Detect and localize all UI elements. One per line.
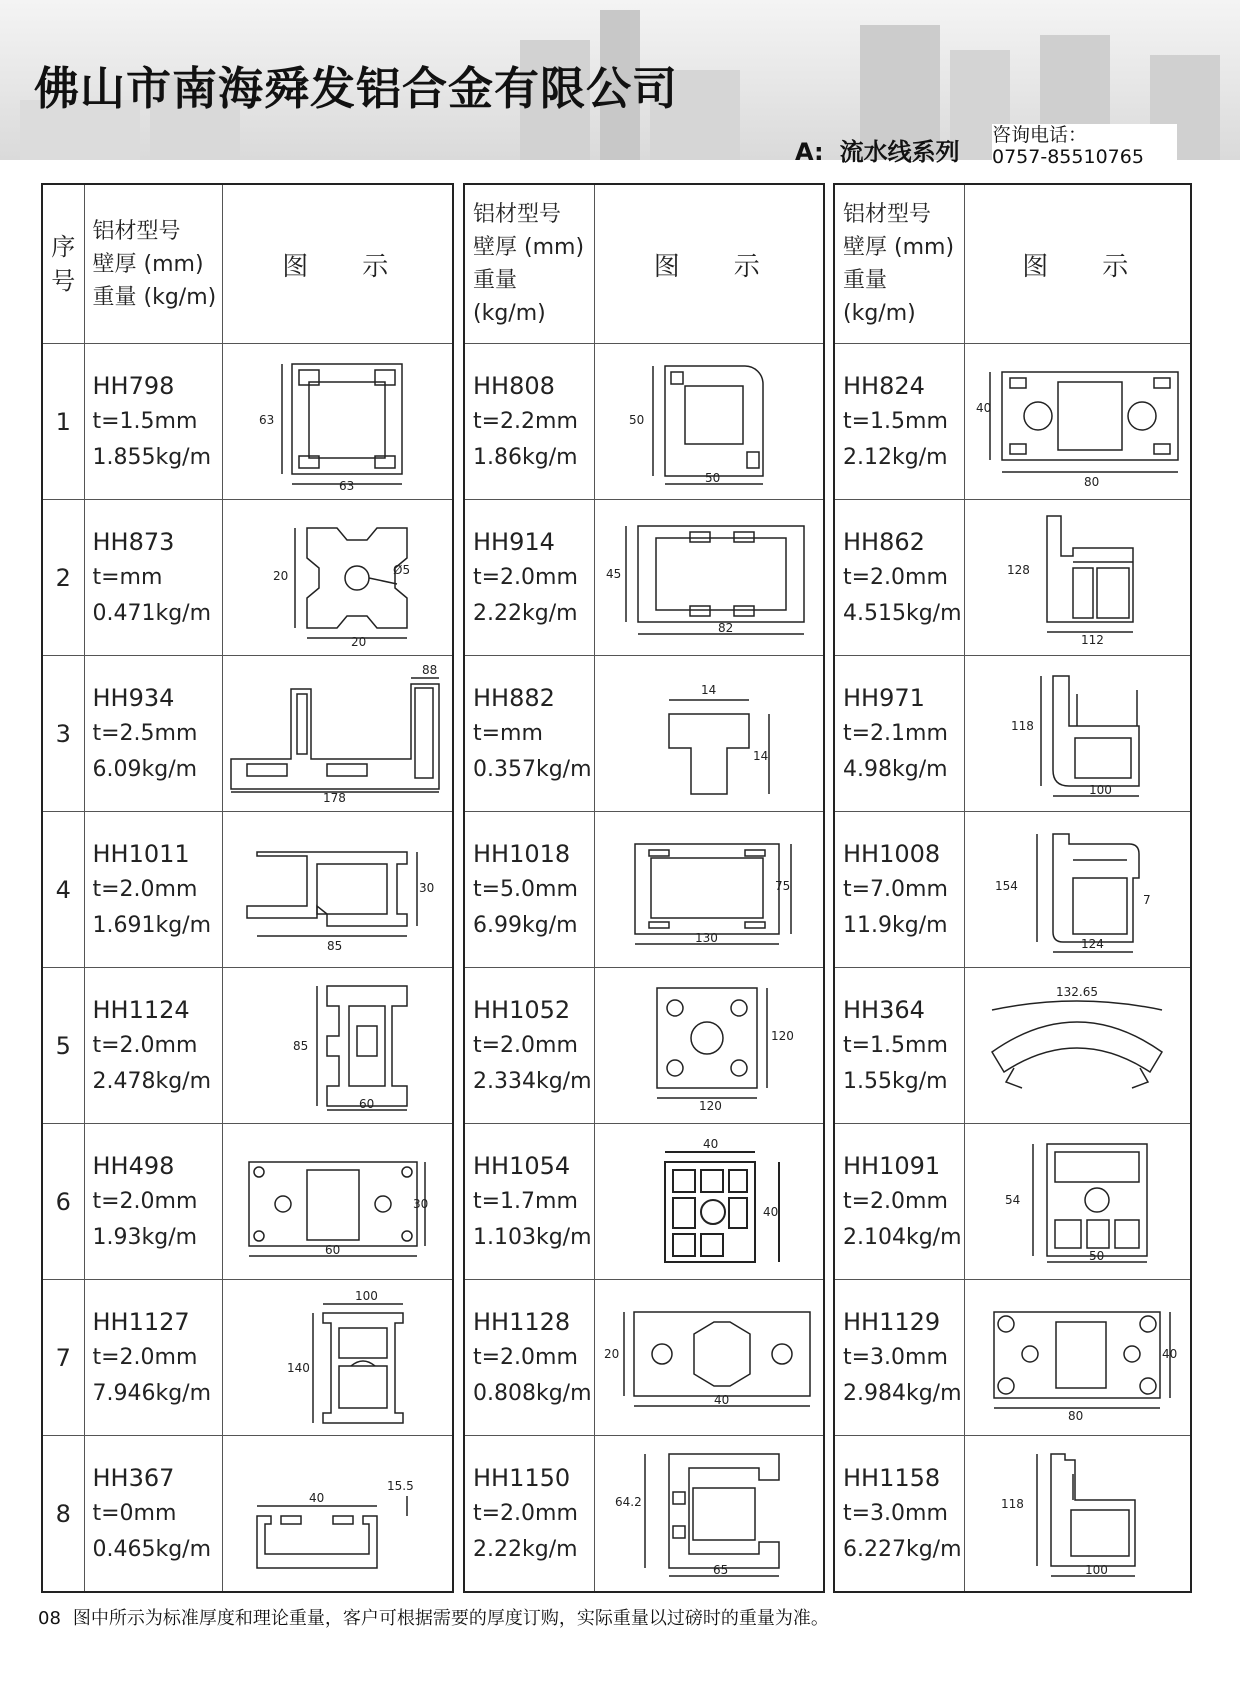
company-name: 佛山市南海舜发铝合金有限公司	[34, 62, 679, 115]
svg-text:178: 178	[323, 790, 347, 804]
info-header: 铝材型号 壁厚 (mm) 重量 (kg/m)	[834, 184, 964, 344]
svg-text:118: 118	[1001, 1496, 1025, 1511]
profile-drawing	[964, 656, 1191, 812]
svg-text:128: 128	[1007, 562, 1031, 577]
row-index: 6	[42, 1124, 84, 1280]
svg-text:120: 120	[698, 1098, 722, 1113]
profile-info: HH1124 t=2.0mm 2.478kg/m	[84, 968, 222, 1124]
profile-table-3	[833, 183, 1192, 1593]
svg-text:85: 85	[293, 1038, 309, 1053]
profile-info: HH1054 t=1.7mm 1.103kg/m	[464, 1124, 594, 1280]
profile-info: HH1052 t=2.0mm 2.334kg/m	[464, 968, 594, 1124]
profile-info: HH873 t=mm 0.471kg/m	[84, 500, 222, 656]
profile-drawing	[594, 1436, 824, 1593]
svg-text:40: 40	[309, 1490, 325, 1505]
svg-text:120: 120	[770, 1028, 794, 1043]
profile-drawing	[964, 344, 1191, 500]
svg-text:80: 80	[1084, 474, 1100, 489]
svg-text:40: 40	[762, 1204, 779, 1219]
series-name: 流水线系列	[839, 138, 960, 166]
svg-text:112: 112	[1081, 632, 1105, 647]
svg-text:63: 63	[339, 478, 355, 492]
profile-drawing	[594, 812, 824, 968]
svg-text:54: 54	[1005, 1192, 1021, 1207]
phone-label: 咨询电话：	[992, 124, 1088, 146]
svg-text:85: 85	[327, 938, 343, 953]
svg-text:154: 154	[995, 878, 1019, 893]
svg-text:20: 20	[351, 634, 367, 648]
profile-info: HH808 t=2.2mm 1.86kg/m	[464, 344, 594, 500]
profile-info: HH1129 t=3.0mm 2.984kg/m	[834, 1280, 964, 1436]
profile-info: HH1011 t=2.0mm 1.691kg/m	[84, 812, 222, 968]
svg-text:140: 140	[287, 1360, 311, 1375]
svg-text:30: 30	[419, 880, 435, 895]
profile-table-2	[463, 183, 825, 1593]
phone-box	[992, 124, 1177, 168]
profile-info: HH498 t=2.0mm 1.93kg/m	[84, 1124, 222, 1280]
profile-info: HH1128 t=2.0mm 0.808kg/m	[464, 1280, 594, 1436]
profile-drawing	[222, 1280, 453, 1436]
profile-info: HH824 t=1.5mm 2.12kg/m	[834, 344, 964, 500]
svg-text:40: 40	[1162, 1346, 1178, 1361]
profile-drawing	[222, 812, 453, 968]
svg-text:45: 45	[605, 566, 622, 581]
profile-drawing	[222, 1124, 453, 1280]
svg-text:63: 63	[259, 412, 275, 427]
profile-info: HH1091 t=2.0mm 2.104kg/m	[834, 1124, 964, 1280]
profile-info: HH971 t=2.1mm 4.98kg/m	[834, 656, 964, 812]
svg-text:130: 130	[694, 930, 718, 945]
row-index: 3	[42, 656, 84, 812]
series-letter: A:	[795, 138, 824, 166]
figure-header: 图示	[222, 184, 453, 344]
svg-text:Ø5: Ø5	[393, 562, 411, 577]
svg-text:75: 75	[774, 878, 791, 893]
profile-info: HH1018 t=5.0mm 6.99kg/m	[464, 812, 594, 968]
profile-info: HH364 t=1.5mm 1.55kg/m	[834, 968, 964, 1124]
figure-header: 图示	[594, 184, 824, 344]
row-index: 2	[42, 500, 84, 656]
svg-text:20: 20	[273, 568, 289, 583]
row-index: 8	[42, 1436, 84, 1593]
svg-text:80: 80	[1068, 1408, 1084, 1423]
svg-text:60: 60	[325, 1242, 341, 1257]
profile-info: HH367 t=0mm 0.465kg/m	[84, 1436, 222, 1593]
svg-text:30: 30	[413, 1196, 429, 1211]
profile-drawing	[964, 812, 1191, 968]
profile-info: HH1127 t=2.0mm 7.946kg/m	[84, 1280, 222, 1436]
svg-text:88: 88	[422, 663, 438, 677]
svg-text:82: 82	[717, 620, 734, 635]
svg-text:14: 14	[752, 748, 769, 763]
row-index: 1	[42, 344, 84, 500]
info-header: 铝材型号 壁厚 (mm) 重量 (kg/m)	[84, 184, 222, 344]
svg-text:100: 100	[1085, 1562, 1109, 1577]
svg-text:40: 40	[702, 1136, 719, 1151]
svg-text:100: 100	[1089, 782, 1113, 797]
profile-drawing	[594, 1280, 824, 1436]
footer-text: 图中所示为标准厚度和理论重量，客户可根据需要的厚度订购，实际重量以过磅时的重量为准。	[72, 1608, 829, 1629]
svg-text:15.5: 15.5	[387, 1478, 414, 1493]
svg-text:65: 65	[712, 1562, 729, 1577]
profile-info: HH1150 t=2.0mm 2.22kg/m	[464, 1436, 594, 1593]
profile-drawing	[964, 1124, 1191, 1280]
page-number: 08	[38, 1608, 61, 1629]
profile-drawing	[964, 500, 1191, 656]
svg-text:14: 14	[700, 682, 717, 697]
profile-info: HH934 t=2.5mm 6.09kg/m	[84, 656, 222, 812]
footer-note	[38, 1604, 829, 1630]
profile-info: HH914 t=2.0mm 2.22kg/m	[464, 500, 594, 656]
profile-drawing	[594, 344, 824, 500]
profile-table-1	[41, 183, 454, 1593]
row-index: 7	[42, 1280, 84, 1436]
row-index: 4	[42, 812, 84, 968]
svg-text:60: 60	[359, 1096, 375, 1111]
svg-text:50: 50	[704, 470, 721, 485]
profile-drawing	[222, 500, 453, 656]
profile-drawing	[222, 344, 453, 500]
profile-drawing	[964, 968, 1191, 1124]
profile-drawing	[964, 1436, 1191, 1593]
row-index: 5	[42, 968, 84, 1124]
svg-text:124: 124	[1081, 936, 1105, 951]
profile-drawing	[222, 1436, 453, 1593]
profile-info: HH1008 t=7.0mm 11.9kg/m	[834, 812, 964, 968]
profile-drawing	[594, 968, 824, 1124]
profile-drawing	[594, 656, 824, 812]
phone-number: 0757-85510765	[992, 146, 1144, 168]
info-header: 铝材型号 壁厚 (mm) 重量 (kg/m)	[464, 184, 594, 344]
svg-text:50: 50	[1089, 1248, 1105, 1263]
profile-info: HH798 t=1.5mm 1.855kg/m	[84, 344, 222, 500]
profile-drawing	[222, 656, 453, 812]
index-header: 序 号	[42, 184, 84, 344]
series-title	[795, 132, 960, 167]
profile-drawing	[964, 1280, 1191, 1436]
figure-header: 图示	[964, 184, 1191, 344]
svg-text:20: 20	[603, 1346, 620, 1361]
profile-drawing	[594, 500, 824, 656]
profile-drawing	[594, 1124, 824, 1280]
svg-text:50: 50	[628, 412, 645, 427]
profile-drawing	[222, 968, 453, 1124]
svg-text:40: 40	[976, 400, 992, 415]
profile-info: HH882 t=mm 0.357kg/m	[464, 656, 594, 812]
svg-text:7: 7	[1143, 892, 1151, 907]
profile-info: HH1158 t=3.0mm 6.227kg/m	[834, 1436, 964, 1593]
profile-info: HH862 t=2.0mm 4.515kg/m	[834, 500, 964, 656]
svg-text:64.2: 64.2	[614, 1494, 642, 1509]
svg-text:100: 100	[355, 1288, 379, 1303]
svg-text:40: 40	[713, 1392, 730, 1407]
svg-text:132.65: 132.65	[1056, 984, 1099, 999]
svg-text:118: 118	[1011, 718, 1035, 733]
